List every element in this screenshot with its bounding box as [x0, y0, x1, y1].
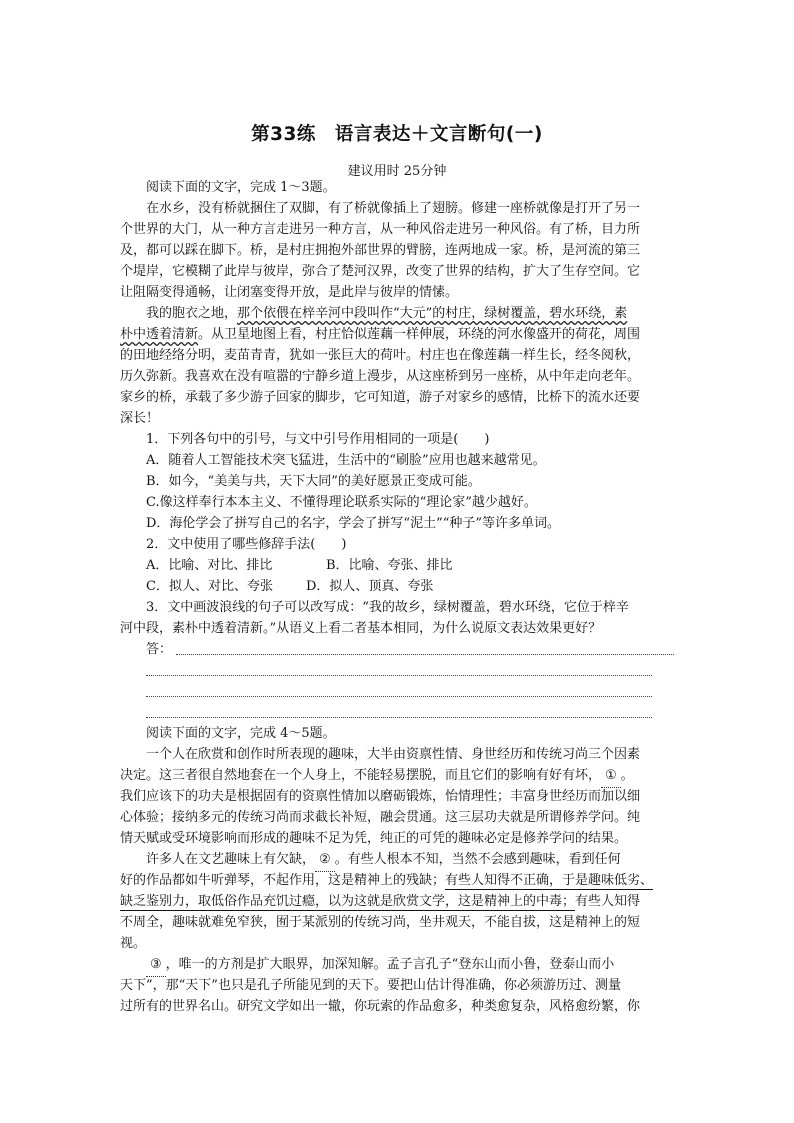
passage2-line: 一个人在欣赏和创作时所表现的趣味，大半由资禀性情、身世经历和传统习尚三个因素: [146, 747, 641, 762]
plain-text: 有些人知得: [575, 894, 641, 909]
passage2-line: 视。: [120, 936, 147, 951]
plain-text: 决定。这三者很自然地套在一个人身上，不能轻易摆脱，而且它们的影响有好有坏，: [120, 768, 602, 783]
plain-text: 。从卫星地图上看，村庄恰似莲藕一样伸展，环绕的河水像盛开的荷花，周围: [198, 327, 641, 342]
answer-line[interactable]: [146, 675, 652, 676]
plain-text: 好的作品都如牛听弹琴，不起作用，这是精神上的残缺；: [120, 873, 446, 888]
passage1-line: 深长！: [120, 411, 160, 426]
answer-label: 答：: [146, 642, 173, 657]
passage2-line: [120, 766, 634, 788]
passage1-line: 在水乡，没有桥就捆住了双脚，有了桥就像插上了翅膀。修建一座桥就像是打开了另一: [146, 201, 641, 216]
q1-option-b: B．如今，“美美与共，天下大同”的美好愿景正变成可能。: [146, 474, 481, 489]
answer-line[interactable]: [146, 717, 652, 718]
passage2-line: 不周全，趣味就难免窄狭，囿于某派别的传统习尚，坐井观天，不能自拔，这是精神上的短: [120, 915, 641, 930]
passage1-intro: 阅读下面的文字，完成 1～3题。: [146, 180, 336, 195]
passage1-line: 家乡的桥，承载了多少游子回家的脚步，它可知道，游子对家乡的感情，比桥下的流水还要: [120, 390, 641, 405]
q2-option-c: C．拟人、对比、夸张: [146, 579, 273, 594]
q1-option-d: D．海伦学会了拼写自己的名字，学会了拼写“泥土”“种子”等许多单词。: [146, 516, 561, 531]
passage2-line: [120, 892, 640, 913]
passage1-line: 让阻隔变得通畅，让闭塞变得开放，是此岸与彼岸的情愫。: [120, 285, 459, 300]
answer-line[interactable]: [176, 654, 674, 655]
question-2: 2．文中使用了哪些修辞手法( ): [146, 537, 347, 552]
passage1-line: 个世界的大门，从一种方言走进另一种方言，从一种风俗走进另一种风俗。有了桥，目力所: [120, 222, 641, 237]
passage1-line: 及，都可以踩在脚下。桥，是村庄拥抱外部世界的臂膀，连两地成一家。桥，是河流的第三: [120, 243, 641, 258]
q1-option-a: A．随着人工智能技术突飞猛进，生活中的“刷脸”应用也越来越常见。: [146, 453, 546, 468]
underlined-sentence: 有些人知得不正确，于是趣味低劣、: [445, 873, 654, 888]
fill-blank-2[interactable]: ②: [315, 850, 335, 872]
passage2-line: 情天赋或受环境影响而形成的趣味不足为凭，纯正的可凭的趣味必定是修养学问的结果。: [120, 831, 628, 846]
passage1-para2-line: [120, 325, 640, 346]
time-note: 建议用时 25分钟: [347, 164, 447, 179]
plain-text: 。: [620, 768, 634, 783]
q2-option-d: D．拟人、顶真、夸张: [306, 579, 434, 594]
passage2-intro: 阅读下面的文字，完成 4～5题。: [146, 726, 336, 741]
question-1: 1．下列各句中的引号，与文中引号作用相同的一项是( ): [146, 432, 490, 447]
passage1-line: 个堤岸，它模糊了此岸与彼岸，弥合了楚河汉界，改变了世界的结构，扩大了生存空间。它: [120, 264, 641, 279]
passage2-line: [146, 955, 614, 977]
passage2-line: [120, 871, 653, 892]
passage2-line: 天下”，那“天下”也只是孔子所能见到的天下。要把山估计得准确，你必须游历过、测量: [120, 978, 621, 993]
passage1-line: 的田地经络分明，麦苗青青，犹如一张巨大的荷叶。村庄也在像莲藕一样生长，经冬阅秋，: [120, 348, 641, 363]
wavy-underlined-sentence: 朴中透着清新: [120, 327, 199, 342]
question-3-line: 河中段，素朴中透着清新。”从语义上看二者基本相同，为什么说原文表达效果更好？: [120, 621, 602, 636]
q2-option-b: B．比喻、夸张、排比: [326, 558, 453, 573]
plain-text: 许多人在文艺趣味上有欠缺，: [146, 852, 316, 867]
wavy-underlined-sentence: 那个依偎在梓辛河中段叫作“大元”的村庄，绿树覆盖，碧水环绕，素: [237, 306, 628, 321]
underlined-sentence: 缺乏鉴别力，取低俗作品充饥过瘾，以为这就是欣赏文学，这是精神上的中毒；: [120, 894, 576, 909]
plain-text: 我的胞衣之地，: [146, 306, 238, 321]
passage2-line: 心体验；接纳多元的传统习尚而求截长补短，融会贯通。这三层功夫就是所谓修养学问。纯: [120, 810, 641, 825]
passage1-line: 历久弥新。我喜欢在没有喧嚣的宁静乡道上漫步，从这座桥到另一座桥，从中年走向老年。: [120, 369, 641, 384]
fill-blank-3[interactable]: ③: [146, 955, 166, 977]
plain-text: ，唯一的方剂是扩大眼界，加深知解。孟子言孔子“登东山而小鲁，登泰山而小: [165, 957, 615, 972]
passage2-line: 我们应该下的功夫是根据固有的资禀性情加以磨砺锻炼，怡情理性；丰富身世经历而加以细: [120, 789, 641, 804]
fill-blank-1[interactable]: ①: [601, 766, 621, 788]
passage1-para2-line: [146, 304, 627, 325]
plain-text: 。有些人根本不知，当然不会感到趣味，看到任何: [334, 852, 621, 867]
question-3-line: 3．文中画波浪线的句子可以改写成：“我的故乡，绿树覆盖，碧水环绕，它位于梓辛: [146, 600, 629, 615]
q1-option-c: C.像这样奉行本本主义、不懂得理论联系实际的“理论家”越少越好。: [146, 495, 537, 510]
passage2-line: 过所有的世界名山。研究文学如出一辙，你玩索的作品愈多，种类愈复杂，风格愈纷繁，你: [120, 999, 641, 1014]
page-title: 第33练 语言表达＋文言断句(一): [251, 124, 543, 145]
q2-option-a: A．比喻、对比、排比: [146, 558, 273, 573]
answer-line[interactable]: [146, 696, 652, 697]
passage2-line: [146, 850, 621, 872]
